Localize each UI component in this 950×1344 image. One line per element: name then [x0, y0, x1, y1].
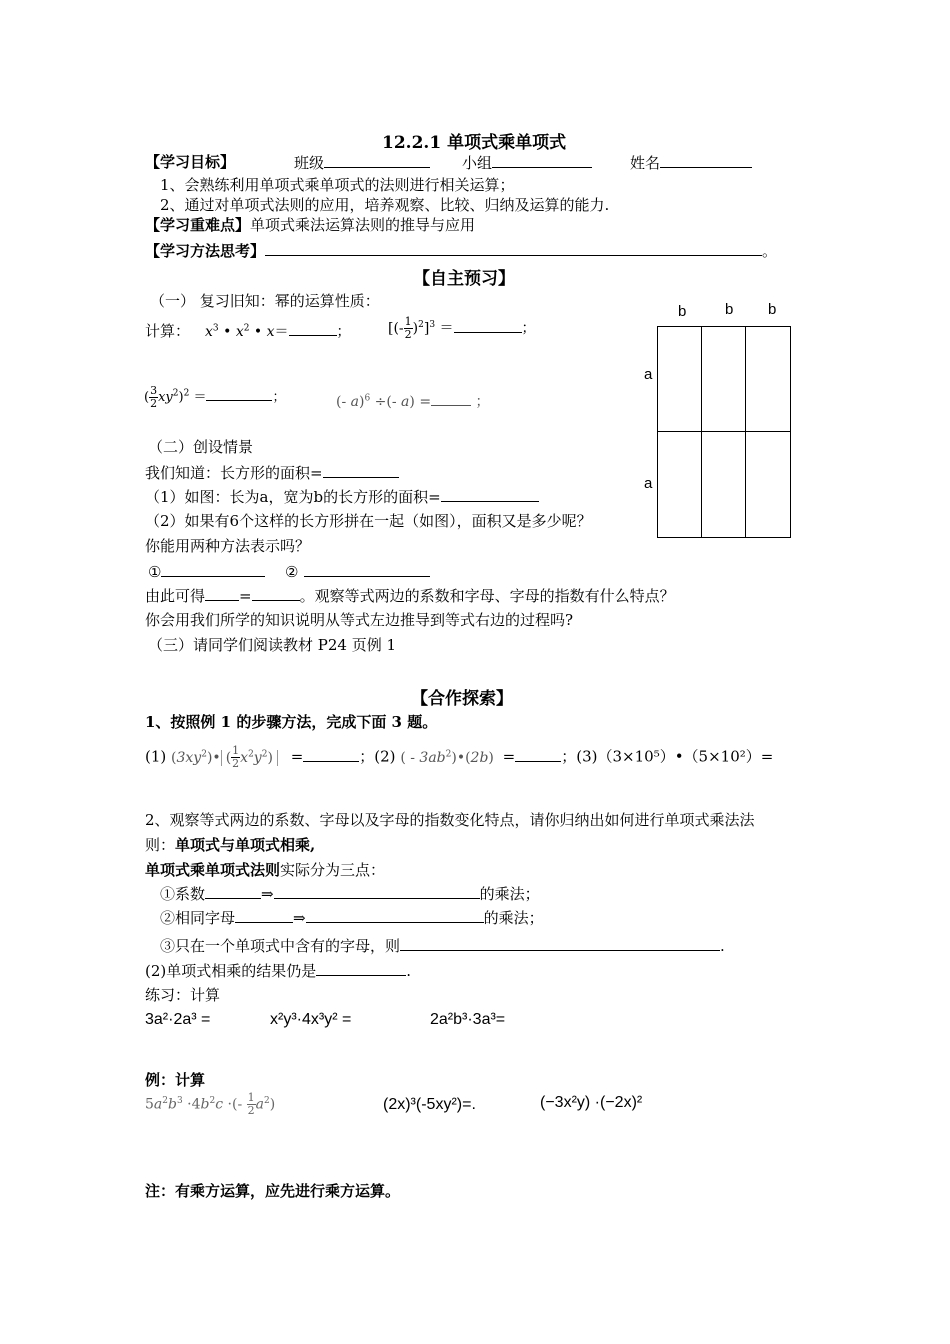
derive-blank-1[interactable]	[205, 585, 239, 601]
result-blank[interactable]	[316, 960, 406, 976]
group-field[interactable]	[462, 152, 592, 173]
p2-blank[interactable]	[515, 746, 561, 762]
objective-2: 2、通过对单项式法则的应用，培养观察、比较、归纳及运算的能力.	[160, 196, 610, 214]
figure-top-label-1: b	[678, 303, 687, 320]
q3-text: 你能用两种方法表示吗？	[145, 537, 311, 555]
circ1: ①	[148, 563, 162, 581]
rect-area-blank[interactable]	[323, 462, 399, 478]
objectives-label: 【学习目标】	[145, 153, 236, 171]
figure-top-label-3: b	[768, 301, 777, 318]
rect-area-text: 我们知道：长方形的面积=	[145, 464, 323, 482]
method-end: 。	[762, 242, 778, 260]
problems-line: (1) $(3xy^2)•$ ( $\frac{1}{2}$ $x^2y^2$) = ；(2) ( - $3ab^2)•(2b)$ = ；(3)（3×10⁵）•（5×10²）=	[145, 744, 774, 770]
task2-line-b	[145, 835, 315, 855]
explore-heading: 【合作探索】	[411, 689, 513, 709]
example-3: (−3x²y) ·(−2x)²	[540, 1094, 643, 1111]
r3-a: ③只在一个单项式中含有的字母，则	[160, 937, 401, 955]
key-points-text: 单项式乘法运算法则的推导与应用	[250, 216, 476, 234]
exercise-1: 3a²·2a³ =	[145, 1011, 211, 1028]
figure-side-label-1: a	[644, 366, 653, 383]
r1-c: 的乘法；	[479, 885, 540, 903]
r1-a: ①系数	[160, 885, 206, 903]
method-label: 【学习方法思考】	[145, 242, 266, 260]
r2-a: ②相同字母	[160, 909, 236, 927]
note-text: 注：有乘方运算，应先进行乘方运算。	[145, 1182, 401, 1200]
name-label: 姓名	[630, 154, 661, 172]
method-blank[interactable]	[265, 240, 762, 256]
key-points	[145, 215, 475, 235]
two-methods-line	[148, 561, 430, 582]
p1-expr: $(3xy^2)•$ ( $\frac{1}{2}$ $x^2y^2$)	[171, 750, 278, 766]
rule-1	[160, 883, 540, 904]
figure-top-label-2: b	[725, 301, 734, 318]
class-field[interactable]	[294, 152, 430, 173]
q1-line	[145, 486, 539, 507]
rule-rest: 实际分为三点：	[280, 861, 386, 879]
grid-line-v2	[745, 327, 746, 537]
p1-blank[interactable]	[303, 746, 359, 762]
derive-b: =	[239, 587, 252, 605]
r1-blank-2[interactable]	[274, 883, 480, 899]
r1-blank-1[interactable]	[205, 883, 261, 899]
group-blank[interactable]	[492, 152, 592, 168]
derive-line	[145, 585, 675, 606]
scenario-title: （二）创设情景	[148, 438, 254, 456]
result-line	[145, 960, 411, 981]
r1-b: ⇒	[261, 885, 274, 903]
calc-expr-3: ( $\frac{3}{2}$ $xy^2)^2$ ＝ ；	[144, 384, 286, 410]
r3-b: .	[720, 937, 725, 955]
read-text: （三）请同学们阅读教材 P24 页例 1	[148, 636, 397, 654]
example-2: (2x)³(-5xy²)=.	[383, 1096, 476, 1113]
q1-text: （1）如图：长为a，宽为b的长方形的面积=	[145, 488, 441, 506]
result-b: .	[406, 962, 412, 980]
calc-blank-2[interactable]	[454, 317, 522, 333]
rectangle-grid-figure	[657, 326, 791, 538]
method-line	[145, 240, 777, 261]
explain-text: 你会用我们所学的知识说明从等式左边推导到等式右边的过程吗?	[145, 611, 574, 629]
group-label: 小组	[462, 154, 493, 172]
calc-blank-4[interactable]	[431, 390, 471, 406]
circ2: ②	[285, 563, 299, 581]
exercise-3: 2a²b³·3a³=	[430, 1011, 506, 1028]
r2-c: 的乘法；	[483, 909, 544, 927]
derive-a: 由此可得	[145, 587, 206, 605]
r2-blank-2[interactable]	[306, 907, 484, 923]
exercise-2: x²y³·4x³y² =	[270, 1011, 352, 1028]
review-title: （一） 复习旧知：幂的运算性质：	[150, 292, 380, 310]
example-1: $5a^2b^3 \cdot 4b^2c$ ·(- $\frac{1}{2}$ $a^2$)	[145, 1091, 276, 1117]
method2-blank[interactable]	[304, 561, 430, 577]
rule-2	[160, 907, 544, 928]
task2-b-prefix: 则：	[145, 836, 176, 854]
p1-label: (1)	[145, 747, 167, 766]
derive-c: 。观察等式两边的系数和字母、字母的指数有什么特点？	[299, 587, 675, 605]
name-field[interactable]	[630, 152, 752, 173]
r2-blank-1[interactable]	[235, 907, 293, 923]
q1-blank[interactable]	[441, 486, 539, 502]
fraction-half: $\frac{1}{2}$	[404, 315, 412, 341]
class-blank[interactable]	[324, 152, 430, 168]
page-title: 12.2.1 单项式乘单项式	[382, 133, 567, 153]
rule-3	[160, 935, 725, 956]
p2-expr: ( - $3ab^2)•(2b)$	[400, 748, 494, 766]
grid-line-v1	[701, 327, 702, 537]
objective-1: 1、会熟练利用单项式乘单项式的法则进行相关运算；	[160, 176, 515, 194]
calc-expr-2: [(- $\frac{1}{2}$ )$^2$]$^3$ ＝ ；	[388, 315, 536, 341]
task2-line-a: 2、观察等式两边的系数、字母以及字母的指数变化特点，请你归纳出如何进行单项式乘法法	[145, 811, 755, 829]
rule-line	[145, 860, 385, 880]
figure-side-label-2: a	[644, 475, 653, 492]
calc-label: 计算：	[145, 322, 191, 340]
name-blank[interactable]	[660, 152, 752, 168]
preview-heading: 【自主预习】	[413, 269, 515, 289]
grid-line-h	[658, 431, 790, 432]
r2-b: ⇒	[293, 909, 306, 927]
practice-label: 练习：计算	[145, 986, 221, 1004]
rect-area-line	[145, 462, 399, 483]
rule-bold: 单项式乘单项式法则	[145, 861, 281, 879]
calc-blank-1[interactable]	[289, 320, 337, 336]
r3-blank[interactable]	[400, 935, 720, 951]
task1-text: 1、按照例 1 的步骤方法，完成下面 3 题。	[145, 713, 438, 731]
derive-blank-2[interactable]	[252, 585, 300, 601]
p2-label: ；(2)	[359, 747, 396, 766]
calc-expr-1: $x^3$ • $x^2$ • x＝ ；	[205, 320, 351, 341]
class-label: 班级	[294, 154, 325, 172]
task2-b-bold: 单项式与单项式相乘,	[175, 836, 316, 854]
method1-blank[interactable]	[161, 561, 265, 577]
example-label: 例：计算	[145, 1071, 206, 1089]
key-points-label: 【学习重难点】	[145, 216, 251, 234]
calc-expr-4: (- a)$^6$ ÷(- a) = ；	[336, 390, 490, 411]
calc-blank-3[interactable]	[206, 385, 272, 401]
p3-text: ；(3)（3×10⁵）•（5×10²）=	[561, 747, 774, 766]
result-a: (2)单项式相乘的结果仍是	[145, 962, 317, 980]
q2-text: （2）如果有6个这样的长方形拼在一起（如图），面积又是多少呢？	[145, 512, 592, 530]
